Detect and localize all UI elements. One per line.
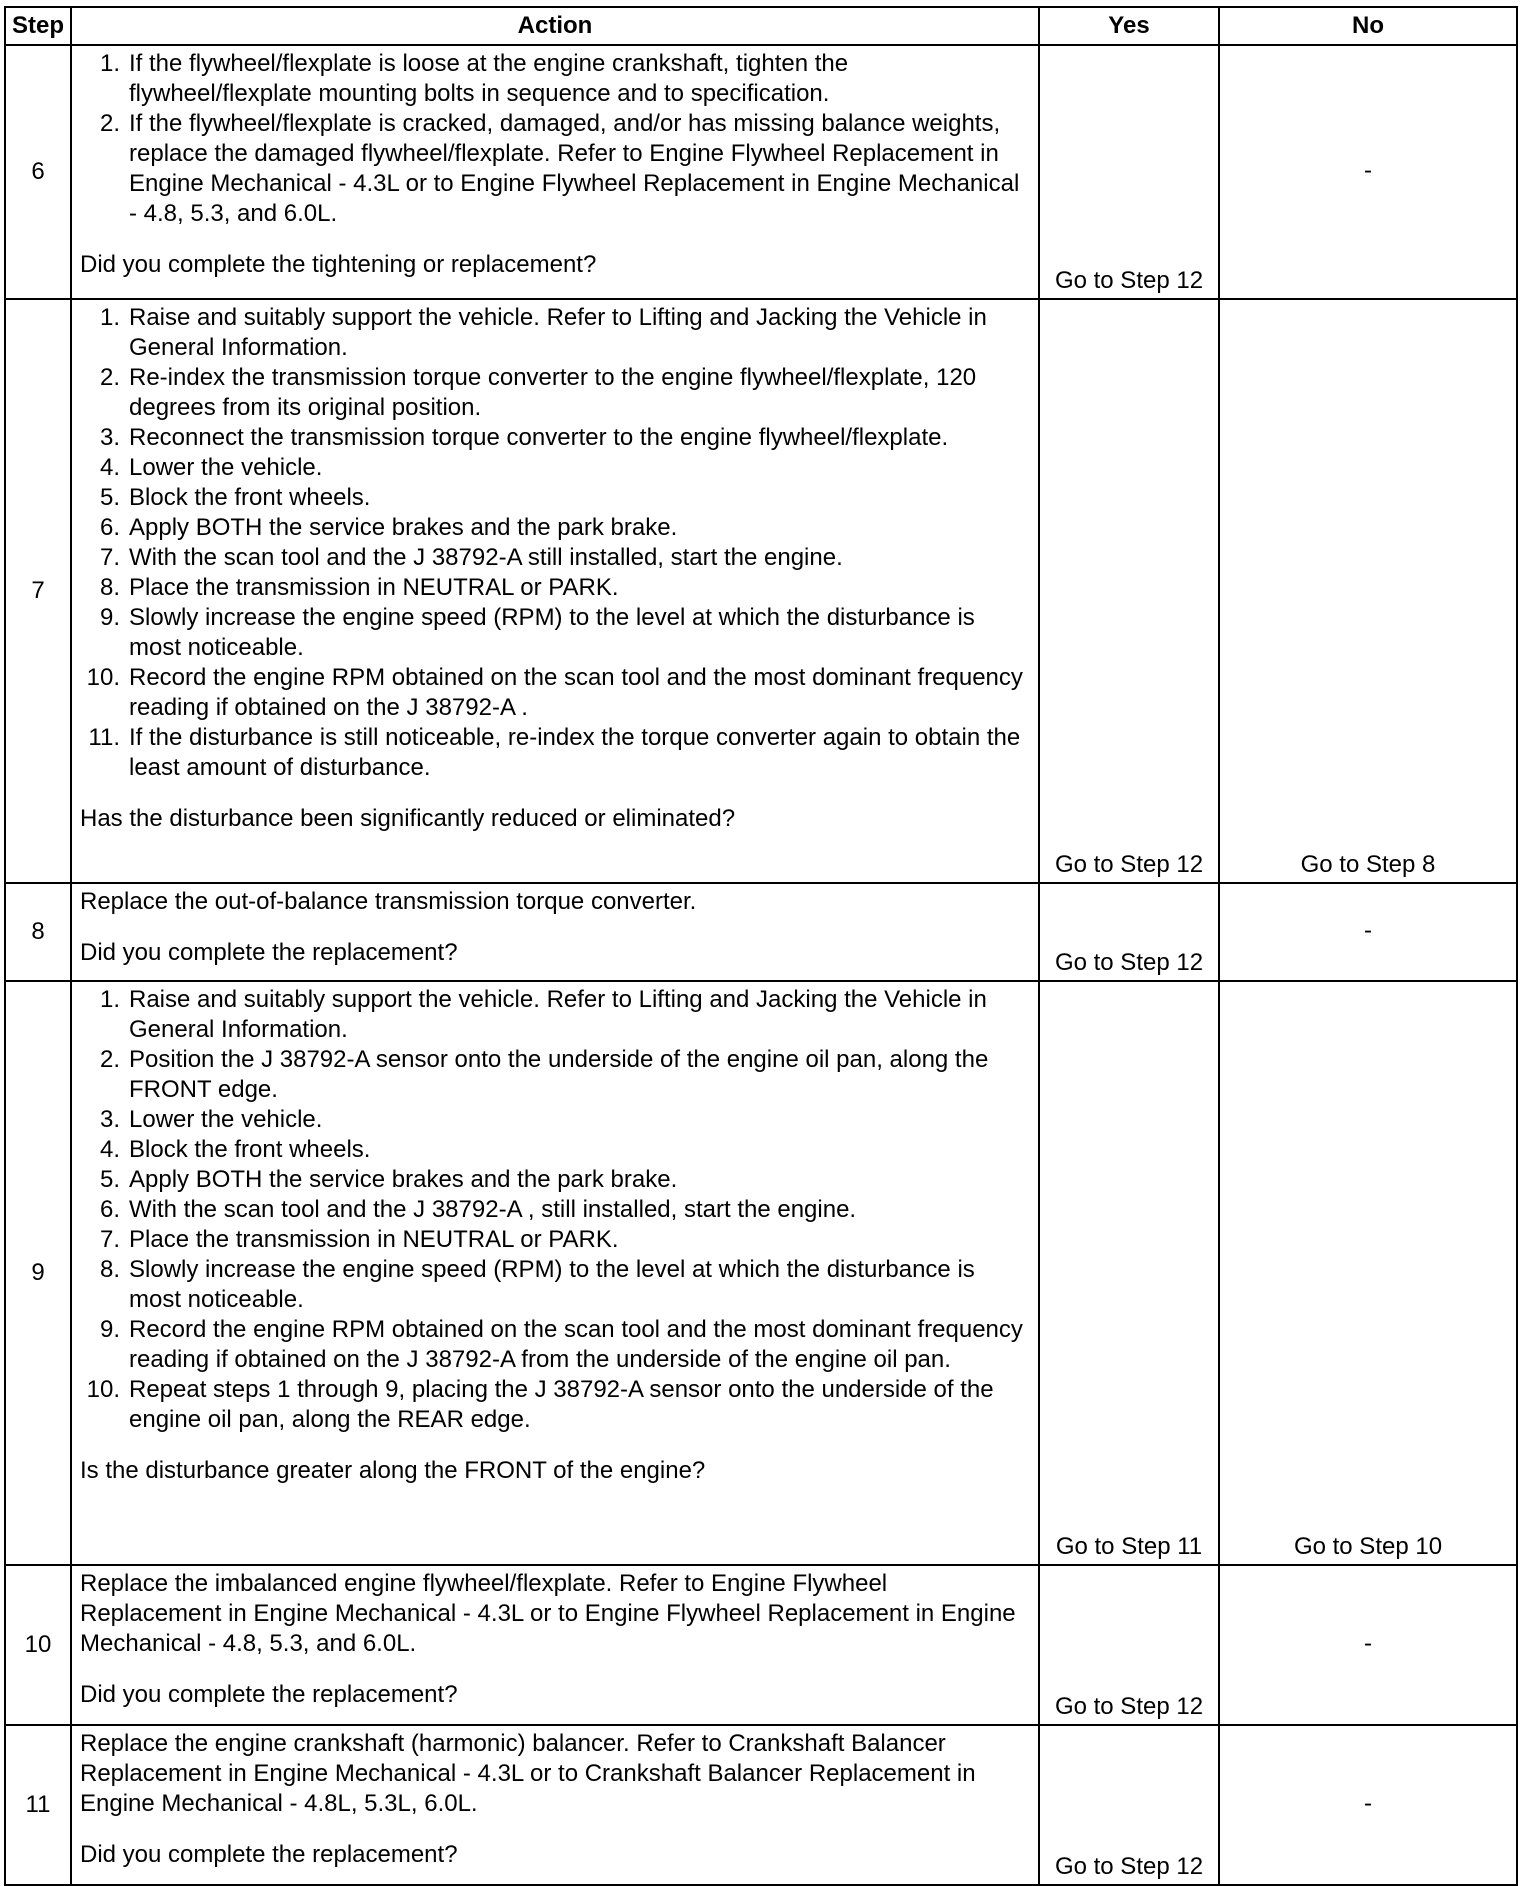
action-text: Replace the engine crankshaft (harmonic) balancer. Refer to Crankshaft Balancer Replacement in Engine Mechanical - 4.3L or to Crankshaft Balancer Replacement in Engine Mechanical - 4.8L, 5.3L, 6.0L. [80, 1730, 976, 1817]
list-item-text: Position the J 38792-A sensor onto the underside of the engine oil pan, along the FRONT edge. [129, 1046, 989, 1103]
list-item [80, 1165, 1032, 1195]
list-item [80, 109, 1032, 229]
table-body [5, 45, 1517, 1885]
list-item-text: Slowly increase the engine speed (RPM) to the level at which the disturbance is most noticeable. [129, 1256, 975, 1313]
list-item-text: Place the transmission in NEUTRAL or PARK. [129, 1226, 619, 1253]
step-number: 10 [5, 1565, 71, 1725]
list-item-text: Record the engine RPM obtained on the scan tool and the most dominant frequency reading if obtained on the J 38792-A . [129, 664, 1023, 721]
action-question: Did you complete the replacement? [80, 1841, 458, 1868]
action-cell [71, 883, 1039, 981]
action-cell [71, 299, 1039, 883]
list-item [80, 603, 1032, 663]
action-cell [71, 45, 1039, 299]
yes-result: Go to Step 12 [1039, 883, 1219, 981]
list-item [80, 1045, 1032, 1105]
list-item [80, 1255, 1032, 1315]
list-item-number: 3. [99, 1106, 120, 1133]
list-item-number: 8. [99, 574, 120, 601]
table-row [5, 883, 1517, 981]
action-text: Replace the imbalanced engine flywheel/flexplate. Refer to Engine Flywheel Replacement in Engine Mechanical - 4.3L or to Engine Flywheel Replacement in Engine Mechanical - 4.8, 5.3, and 6.0L. [80, 1570, 1016, 1657]
table-row [5, 1565, 1517, 1725]
list-item-number: 1. [99, 986, 120, 1013]
action-cell [71, 981, 1039, 1565]
step-number: 9 [5, 981, 71, 1565]
list-item-number: 10. [86, 664, 120, 691]
list-item [80, 303, 1032, 363]
action-text: Replace the out-of-balance transmission torque converter. [80, 888, 697, 915]
list-item-text: With the scan tool and the J 38792-A , still installed, start the engine. [129, 1196, 857, 1223]
list-item-number: 5. [99, 1166, 120, 1193]
list-item [80, 1225, 1032, 1255]
list-item-number: 2. [99, 364, 120, 391]
list-item-number: 2. [99, 1046, 120, 1073]
list-item-number: 6. [99, 514, 120, 541]
yes-result: Go to Step 12 [1039, 299, 1219, 883]
action-cell [71, 1565, 1039, 1725]
list-item-number: 11. [88, 724, 120, 751]
yes-result: Go to Step 12 [1039, 45, 1219, 299]
list-item-number: 10. [86, 1376, 120, 1403]
list-item-number: 9. [99, 1316, 120, 1343]
list-item [80, 1195, 1032, 1225]
list-item-text: With the scan tool and the J 38792-A still installed, start the engine. [129, 544, 843, 571]
no-result: Go to Step 8 [1219, 299, 1517, 883]
step-number: 8 [5, 883, 71, 981]
list-item-text: If the disturbance is still noticeable, re-index the torque converter again to obtain the least amount of disturbance. [129, 724, 1021, 781]
list-item [80, 423, 1032, 453]
list-item-number: 5. [99, 484, 120, 511]
table-row [5, 45, 1517, 299]
header-no: No [1219, 7, 1517, 45]
list-item-text: Block the front wheels. [129, 484, 371, 511]
header-step: Step [5, 7, 71, 45]
step-number: 6 [5, 45, 71, 299]
list-item-text: Lower the vehicle. [129, 1106, 323, 1133]
action-steps-list [80, 49, 1032, 229]
action-question: Did you complete the tightening or replacement? [80, 251, 597, 278]
diagnostic-table [4, 6, 1518, 1886]
list-item-number: 4. [99, 1136, 120, 1163]
no-result: - [1219, 45, 1517, 299]
list-item [80, 49, 1032, 109]
list-item-text: Lower the vehicle. [129, 454, 323, 481]
table-row [5, 1725, 1517, 1885]
action-question: Did you complete the replacement? [80, 939, 458, 966]
action-cell [71, 1725, 1039, 1885]
list-item-number: 6. [99, 1196, 120, 1223]
action-steps-list [80, 985, 1032, 1435]
list-item [80, 1135, 1032, 1165]
list-item-text: Repeat steps 1 through 9, placing the J 38792-A sensor onto the underside of the engine oil pan, along the REAR edge. [129, 1376, 994, 1433]
table-row [5, 299, 1517, 883]
list-item-text: Raise and suitably support the vehicle. Refer to Lifting and Jacking the Vehicle in General Information. [129, 986, 987, 1043]
list-item [80, 543, 1032, 573]
no-result: - [1219, 1725, 1517, 1885]
table-row [5, 981, 1517, 1565]
list-item-text: Raise and suitably support the vehicle. Refer to Lifting and Jacking the Vehicle in General Information. [129, 304, 987, 361]
list-item [80, 573, 1032, 603]
action-question: Is the disturbance greater along the FRONT of the engine? [80, 1457, 706, 1484]
header-row [5, 7, 1517, 45]
list-item [80, 483, 1032, 513]
list-item-text: If the flywheel/flexplate is cracked, damaged, and/or has missing balance weights, replace the damaged flywheel/flexplate. Refer to Engine Flywheel Replacement in Engine Mechanical - 4.3L or to Engine Flywheel Replacement in Engine Mechanical - 4.8, 5.3, and 6.0L. [129, 110, 1020, 227]
list-item [80, 453, 1032, 483]
yes-result: Go to Step 12 [1039, 1725, 1219, 1885]
action-steps-list [80, 303, 1032, 783]
list-item-number: 1. [99, 304, 120, 331]
list-item-number: 3. [99, 424, 120, 451]
yes-result: Go to Step 11 [1039, 981, 1219, 1565]
action-question: Did you complete the replacement? [80, 1681, 458, 1708]
yes-result: Go to Step 12 [1039, 1565, 1219, 1725]
list-item [80, 1105, 1032, 1135]
list-item-text: Re-index the transmission torque converter to the engine flywheel/flexplate, 120 degrees from its original position. [129, 364, 977, 421]
step-number: 7 [5, 299, 71, 883]
list-item-number: 1. [99, 50, 120, 77]
list-item-text: Record the engine RPM obtained on the scan tool and the most dominant frequency reading if obtained on the J 38792-A from the underside of the engine oil pan. [129, 1316, 1023, 1373]
list-item-number: 4. [99, 454, 120, 481]
list-item-number: 8. [99, 1256, 120, 1283]
list-item-text: Place the transmission in NEUTRAL or PARK. [129, 574, 619, 601]
list-item-text: If the flywheel/flexplate is loose at the engine crankshaft, tighten the flywheel/flexplate mounting bolts in sequence and to specification. [129, 50, 849, 107]
list-item-number: 9. [99, 604, 120, 631]
list-item [80, 363, 1032, 423]
list-item-text: Apply BOTH the service brakes and the park brake. [129, 1166, 678, 1193]
action-question: Has the disturbance been significantly reduced or eliminated? [80, 805, 736, 832]
list-item [80, 723, 1032, 783]
no-result: - [1219, 1565, 1517, 1725]
list-item [80, 663, 1032, 723]
list-item-text: Apply BOTH the service brakes and the park brake. [129, 514, 678, 541]
list-item [80, 513, 1032, 543]
list-item-number: 2. [99, 110, 120, 137]
list-item-text: Block the front wheels. [129, 1136, 371, 1163]
header-action: Action [71, 7, 1039, 45]
no-result: Go to Step 10 [1219, 981, 1517, 1565]
list-item-text: Reconnect the transmission torque converter to the engine flywheel/flexplate. [129, 424, 949, 451]
list-item [80, 985, 1032, 1045]
step-number: 11 [5, 1725, 71, 1885]
list-item-number: 7. [99, 1226, 120, 1253]
list-item [80, 1375, 1032, 1435]
no-result: - [1219, 883, 1517, 981]
list-item-number: 7. [99, 544, 120, 571]
list-item-text: Slowly increase the engine speed (RPM) to the level at which the disturbance is most noticeable. [129, 604, 975, 661]
list-item [80, 1315, 1032, 1375]
header-yes: Yes [1039, 7, 1219, 45]
